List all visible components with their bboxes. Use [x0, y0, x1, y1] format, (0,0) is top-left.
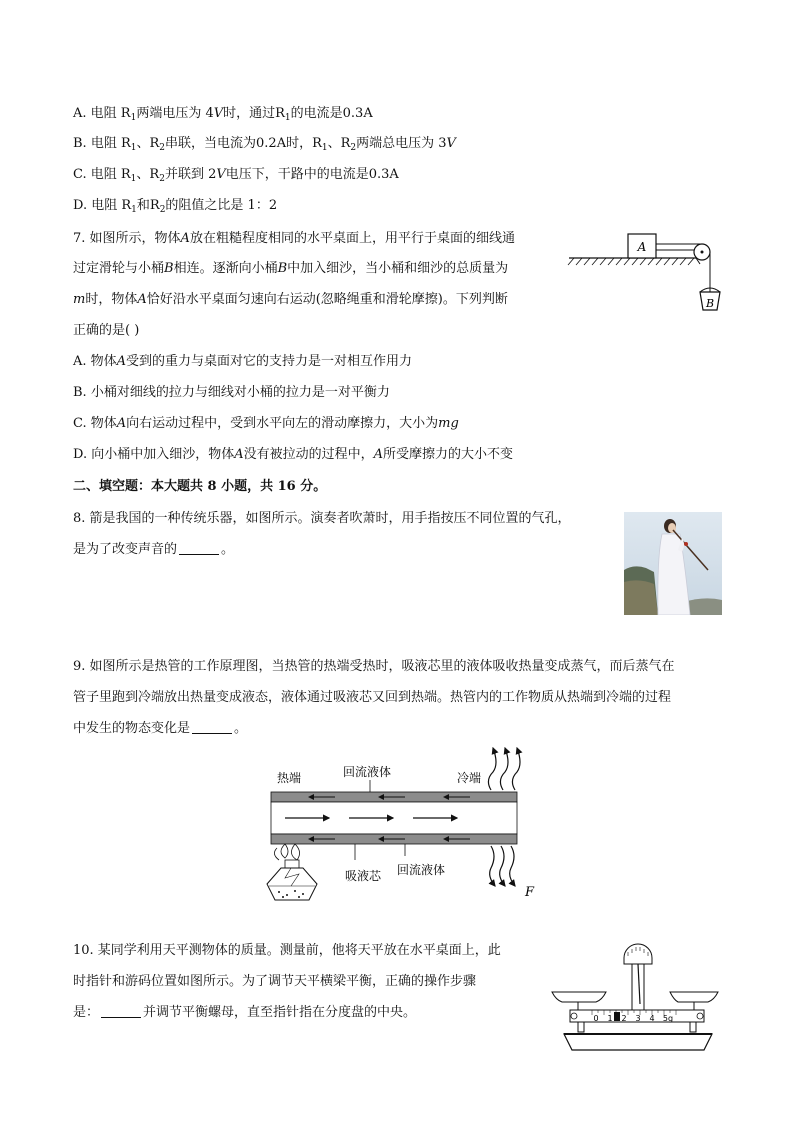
bucket-b-label: B	[705, 297, 715, 310]
q7-line-4: 正确的是( )	[73, 323, 140, 338]
left-pan	[552, 992, 606, 1002]
q8-answer-blank[interactable]	[179, 542, 219, 555]
q7-option-d: D. 向小桶中加入细沙，物体A没有被拉动的过程中，A所受摩擦力的大小不变	[73, 447, 514, 462]
q10-answer-blank[interactable]	[101, 1005, 141, 1018]
scale-base	[564, 1034, 712, 1050]
q6-option-a: A. 电阻 $R_1$两端电压为 4V时，通过$R_1$的电流是0.3A	[73, 106, 373, 123]
heat-pipe-diagram	[255, 740, 545, 910]
scale-label-5g: 5g	[662, 1014, 674, 1023]
q9-line-1: 9. 如图所示是热管的工作原理图，当热管的热端受热时，吸液芯里的液体吸收热量变成蒸气，而后蒸气在	[73, 659, 675, 674]
alcohol-lamp	[267, 844, 317, 900]
section-2-header: 二、填空题：本大题共 8 小题，共 16 分。	[73, 479, 327, 494]
q9-line-2: 管子里跑到冷端放出热量变成液态，液体通过吸液芯又回到热端。热管内的工作物质从热端到冷端的过程	[73, 690, 672, 705]
q7-line-1: 7. 如图所示，物体A放在粗糙程度相同的水平桌面上，用平行于桌面的细线通	[73, 231, 515, 246]
q6-option-c: C. 电阻 $R_1$、$R_2$并联到 2V电压下，干路中的电流是0.3A	[73, 167, 399, 184]
q6-option-b: B. 电阻 $R_1$、$R_2$串联，当电流为0.2A时，$R_1$、$R_2$两端总电压为 3V	[73, 136, 456, 153]
reflux-top-label: 回流液体	[343, 765, 392, 779]
q10-line-1: 10. 某同学利用天平测物体的质量。测量前，他将天平放在水平桌面上，此	[73, 943, 501, 958]
q7-option-c: C. 物体A向右运动过程中，受到水平向左的滑动摩擦力，大小为mg	[73, 416, 459, 431]
q7-line-2: 过定滑轮与小桶B相连。逐渐向小桶B中加入细沙，当小桶和细沙的总质量为	[73, 261, 509, 276]
balance-scale-figure	[548, 940, 722, 1056]
hot-end-label: 热端	[277, 771, 302, 785]
flute-player-photo	[624, 512, 722, 615]
q7-option-b: B. 小桶对细线的拉力与细线对小桶的拉力是一对平衡力	[73, 385, 390, 400]
q7-line-3: m时，物体A恰好沿水平桌面匀速向右运动(忽略绳重和滑轮摩擦)。下列判断	[73, 292, 508, 307]
scale-label-4: 4	[649, 1014, 655, 1023]
scale-label-3: 3	[635, 1014, 641, 1023]
q6-option-d: D. 电阻 $R_1$和$R_2$的阻值之比是 1：2	[73, 198, 278, 215]
q10-line-2: 时指针和游码位置如图所示。为了调节天平横梁平衡，正确的操作步骤	[73, 974, 477, 989]
block-a-label: A	[637, 240, 647, 254]
reflux-bottom-label: 回流液体	[397, 863, 446, 877]
right-pan	[670, 992, 718, 1002]
balance-nut-right	[697, 1013, 703, 1019]
scale-label-1: 1	[607, 1014, 613, 1023]
q10-line-3: 是： 并调节平衡螺母，直至指针指在分度盘的中央。	[73, 1005, 417, 1020]
force-label: F	[525, 885, 535, 900]
balance-nut-left	[571, 1013, 577, 1019]
scale-label-2: 2	[621, 1014, 627, 1023]
q8-line-2: 是为了改变声音的 。	[73, 542, 235, 557]
q7-option-a: A. 物体A受到的重力与桌面对它的支持力是一对相互作用力	[73, 354, 413, 369]
rider-weight[interactable]	[614, 1012, 620, 1021]
q7-pulley-figure	[566, 228, 726, 316]
q9-line-3: 中发生的物态变化是 。	[73, 721, 248, 736]
q8-line-1: 8. 箭是我国的一种传统乐器，如图所示。演奏者吹萧时，用手指按压不同位置的气孔，	[73, 511, 571, 526]
cold-end-label: 冷端	[457, 771, 482, 785]
wick-label: 吸液芯	[345, 869, 382, 883]
q9-answer-blank[interactable]	[192, 721, 232, 734]
scale-label-0: 0	[593, 1014, 599, 1023]
